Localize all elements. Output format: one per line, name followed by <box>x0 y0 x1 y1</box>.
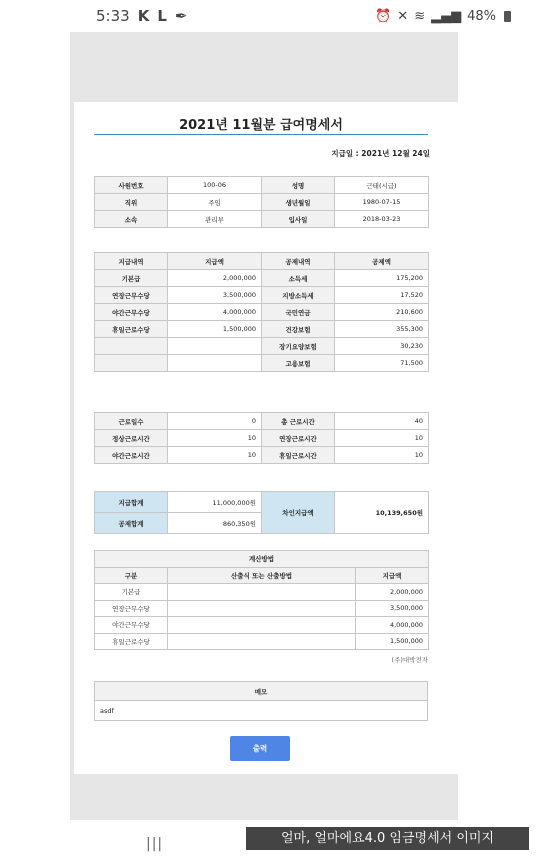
position-label: 직위 <box>95 194 168 211</box>
deduction-item: 지방소득세 <box>262 287 335 304</box>
deduction-amount: 355,300 <box>335 321 429 338</box>
table-row <box>95 177 429 194</box>
deduction-total-label: 공제합계 <box>95 513 168 534</box>
calc-formula <box>168 600 356 617</box>
table-row <box>95 701 428 721</box>
calc-amount: 1,500,000 <box>356 633 429 650</box>
table-row <box>95 447 429 464</box>
column-header: 산출식 또는 산출방법 <box>168 567 356 584</box>
memo-text: asdf <box>95 701 428 721</box>
calc-item: 기본급 <box>95 584 168 601</box>
pay-item: 기본급 <box>95 270 168 287</box>
employee-id-value: 100-06 <box>168 177 262 194</box>
table-header-row <box>95 682 428 701</box>
title-divider <box>94 134 428 135</box>
calc-item: 야간근무수당 <box>95 617 168 634</box>
position-value: 주임 <box>168 194 262 211</box>
image-caption: 얼마, 얼마에요4.0 임금명세서 이미지 <box>246 827 529 850</box>
pay-item <box>95 338 168 355</box>
hours-label: 야간근로시간 <box>95 447 168 464</box>
calculation-table <box>94 550 429 650</box>
pay-item: 야간근무수당 <box>95 304 168 321</box>
table-row <box>95 211 429 228</box>
calc-item: 휴일근로수당 <box>95 633 168 650</box>
pay-total-label: 지급합계 <box>95 492 168 513</box>
hours-value: 10 <box>335 447 429 464</box>
pay-deduction-table <box>94 252 429 372</box>
recent-apps-button[interactable]: ||| <box>146 836 164 852</box>
calc-amount: 4,000,000 <box>356 617 429 634</box>
pen-notification-icon: ✒ <box>174 7 188 25</box>
totals-table <box>94 491 429 534</box>
pay-date: 지급일 : 2021년 12월 24일 <box>331 149 430 158</box>
table-row <box>95 413 429 430</box>
table-row <box>95 584 429 601</box>
pay-amount: 1,500,000 <box>168 321 262 338</box>
hours-value: 0 <box>168 413 262 430</box>
deduction-item: 국민연금 <box>262 304 335 321</box>
table-header-row <box>95 253 429 270</box>
pay-item <box>95 355 168 372</box>
table-row <box>95 600 429 617</box>
table-row <box>95 617 429 634</box>
mute-icon: ✕ <box>397 8 409 24</box>
pay-amount <box>168 338 262 355</box>
hours-label: 정상근로시간 <box>95 430 168 447</box>
column-header: 공제액 <box>335 253 429 270</box>
battery-percent: 48% <box>467 8 496 24</box>
table-row <box>95 194 429 211</box>
hours-label: 휴일근로시간 <box>262 447 335 464</box>
alarm-icon: ⏰ <box>375 8 392 24</box>
status-right <box>375 9 511 24</box>
department-value: 관리부 <box>168 211 262 228</box>
status-bar <box>0 0 539 32</box>
deduction-item: 소득세 <box>262 270 335 287</box>
column-header: 지급액 <box>356 567 429 584</box>
deduction-amount: 30,230 <box>335 338 429 355</box>
pay-item: 연장근무수당 <box>95 287 168 304</box>
deduction-total-value: 860,350원 <box>168 513 262 534</box>
pay-amount <box>168 355 262 372</box>
work-hours-table <box>94 412 429 464</box>
pay-item: 휴일근로수당 <box>95 321 168 338</box>
calc-formula <box>168 633 356 650</box>
calc-formula <box>168 584 356 601</box>
pay-amount: 3,500,000 <box>168 287 262 304</box>
hours-value: 10 <box>168 447 262 464</box>
table-row <box>95 338 429 355</box>
pay-total-value: 11,000,000원 <box>168 492 262 513</box>
department-label: 소속 <box>95 211 168 228</box>
table-row <box>95 492 429 513</box>
table-row <box>95 287 429 304</box>
hours-value: 10 <box>335 430 429 447</box>
calc-amount: 3,500,000 <box>356 600 429 617</box>
memo-title: 메모 <box>95 682 428 701</box>
deduction-item: 장기요양보험 <box>262 338 335 355</box>
hire-date-label: 입사일 <box>262 211 335 228</box>
deduction-amount: 210,600 <box>335 304 429 321</box>
employee-info-table <box>94 176 429 228</box>
wifi-icon: ≋ <box>414 8 426 24</box>
company-name: (주)대박전자 <box>391 656 428 664</box>
hours-label: 연장근로시간 <box>262 430 335 447</box>
battery-icon <box>504 11 511 22</box>
hours-label: 근로일수 <box>95 413 168 430</box>
hours-value: 40 <box>335 413 429 430</box>
name-label: 성명 <box>262 177 335 194</box>
table-row <box>95 633 429 650</box>
table-row <box>95 304 429 321</box>
column-header: 공제내역 <box>262 253 335 270</box>
table-header-row <box>95 567 429 584</box>
column-header: 구분 <box>95 567 168 584</box>
hours-value: 10 <box>168 430 262 447</box>
hire-date-value: 2018-03-23 <box>335 211 429 228</box>
payslip-sheet <box>74 102 458 774</box>
memo-table <box>94 681 428 721</box>
pay-amount: 4,000,000 <box>168 304 262 321</box>
signal-icon: ▂▄▆ <box>431 8 462 24</box>
employee-id-label: 사원번호 <box>95 177 168 194</box>
status-time: 5:33 <box>96 7 130 25</box>
table-row <box>95 355 429 372</box>
table-row <box>95 321 429 338</box>
calc-amount: 2,000,000 <box>356 584 429 601</box>
name-value: 근태(시급) <box>335 177 429 194</box>
deduction-amount: 17,520 <box>335 287 429 304</box>
birthdate-label: 생년월일 <box>262 194 335 211</box>
deduction-amount: 71,500 <box>335 355 429 372</box>
table-row <box>95 270 429 287</box>
deduction-item: 건강보험 <box>262 321 335 338</box>
birthdate-value: 1980-07-15 <box>335 194 429 211</box>
column-header: 지급내역 <box>95 253 168 270</box>
notification-l-icon: L <box>157 7 167 25</box>
net-pay-label: 차인지급액 <box>262 492 335 534</box>
status-left <box>96 7 187 25</box>
calc-item: 연장근무수당 <box>95 600 168 617</box>
calculation-title: 계산방법 <box>95 551 429 568</box>
net-pay-value: 10,139,650원 <box>335 492 429 534</box>
notification-k-icon: K <box>137 7 150 25</box>
table-row <box>95 430 429 447</box>
deduction-amount: 175,200 <box>335 270 429 287</box>
calc-formula <box>168 617 356 634</box>
hours-label: 총 근로시간 <box>262 413 335 430</box>
pay-amount: 2,000,000 <box>168 270 262 287</box>
page-title: 2021년 11월분 급여명세서 <box>179 118 343 133</box>
column-header: 지급액 <box>168 253 262 270</box>
table-header-row <box>95 551 429 568</box>
print-button[interactable]: 출력 <box>230 736 290 761</box>
deduction-item: 고용보험 <box>262 355 335 372</box>
